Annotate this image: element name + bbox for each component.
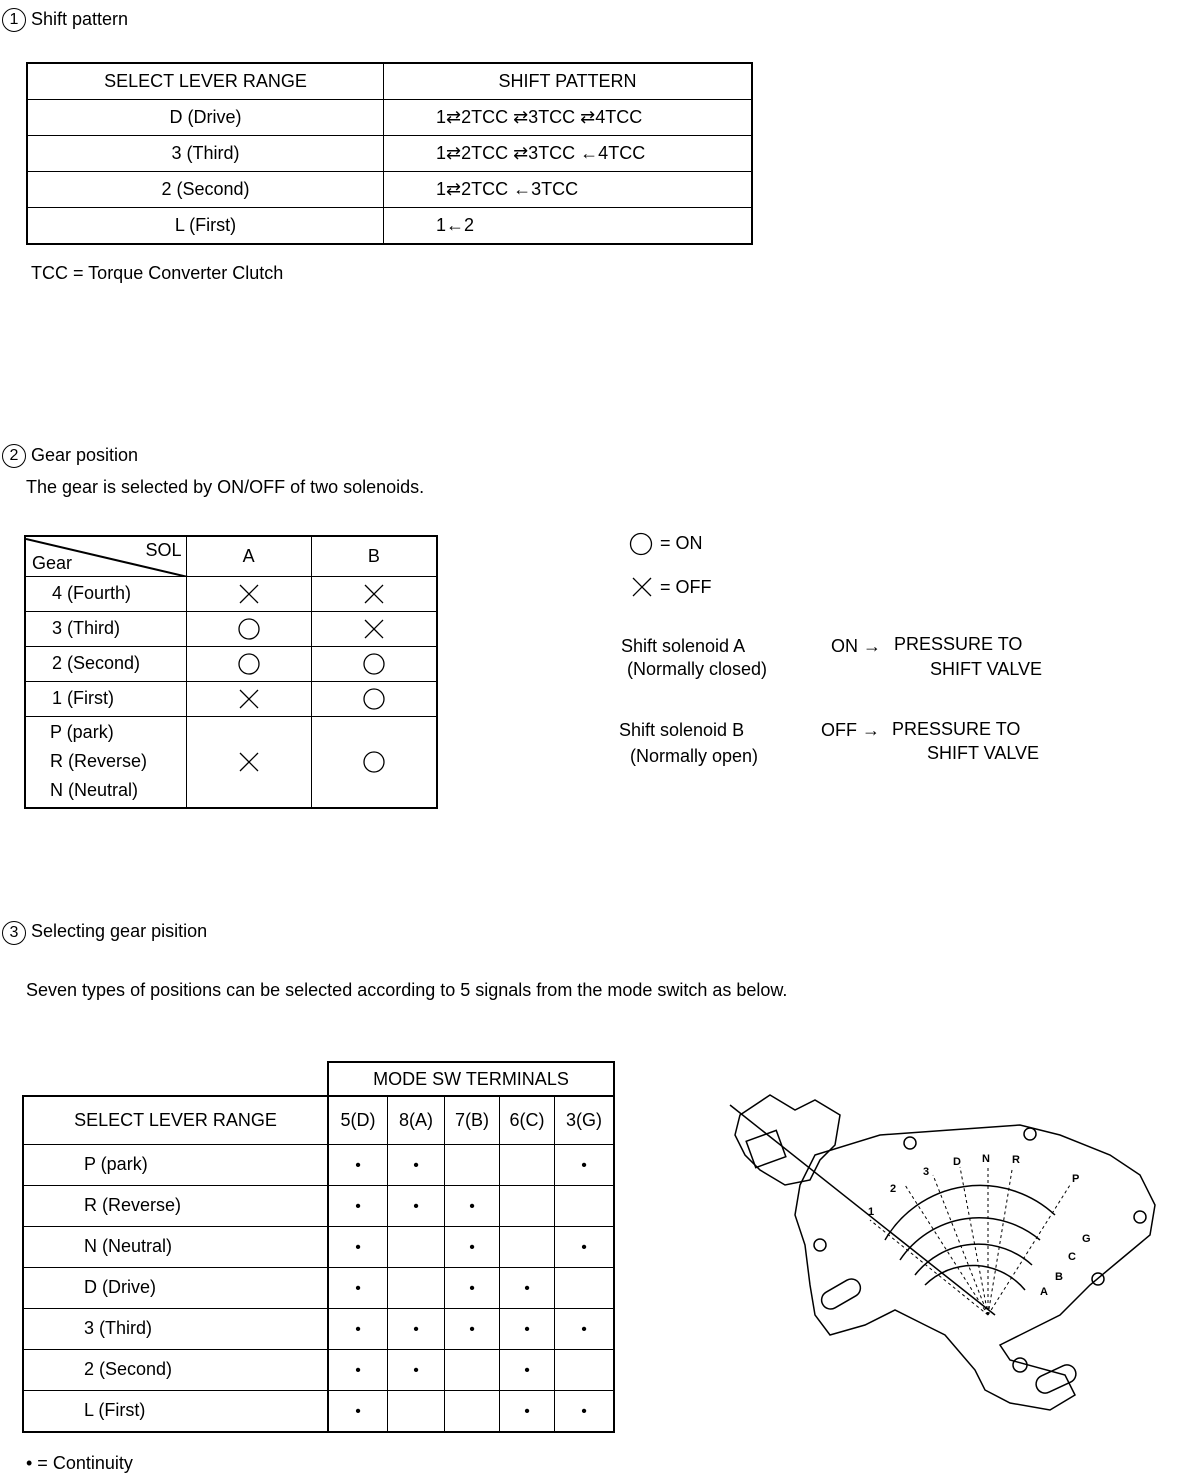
off-symbol-icon: [630, 575, 654, 599]
continuity-cell: [445, 1308, 500, 1349]
table-row: [25, 716, 437, 808]
mode-switch-table: [22, 1061, 615, 1433]
solenoid-b-result-1: PRESSURE TO: [892, 719, 1021, 739]
terminal-header: 7(B): [445, 1096, 500, 1144]
range-cell: D (Drive): [23, 1267, 328, 1308]
continuity-cell: [555, 1185, 615, 1226]
continuity-cell: [388, 1144, 445, 1185]
continuity-cell: [500, 1349, 555, 1390]
solenoid-a-action-label: ON: [831, 636, 858, 656]
continuity-dot: •: [524, 1403, 530, 1420]
pattern-cell: 1⇄2TCC ⇄3TCC ←4TCC: [384, 136, 753, 172]
continuity-cell: [500, 1185, 555, 1226]
continuity-cell: [555, 1226, 615, 1267]
position-label-3: 3: [923, 1166, 930, 1178]
solenoid-b-state: (Normally open): [630, 746, 759, 766]
solenoid-a-state: (Normally closed): [627, 659, 768, 679]
range-cell: P (park): [23, 1144, 328, 1185]
continuity-cell: [555, 1390, 615, 1432]
continuity-dot: •: [355, 1198, 361, 1215]
position-label-g: G: [1082, 1233, 1091, 1245]
continuity-dot: •: [413, 1362, 419, 1379]
continuity-cell: [388, 1349, 445, 1390]
terminal-header: 5(D): [328, 1096, 388, 1144]
gear-label: P (park): [50, 722, 114, 743]
sol-b-cell: [311, 681, 437, 716]
continuity-cell: [328, 1390, 388, 1432]
continuity-cell: [388, 1390, 445, 1432]
table-row: [27, 208, 752, 245]
position-label-b: B: [1055, 1271, 1063, 1283]
section-title-gear-position: Gear position: [31, 445, 139, 465]
table-row: [25, 576, 437, 611]
shift-pattern-table: [26, 62, 753, 245]
continuity-cell: [555, 1308, 615, 1349]
mount-hole: [1134, 1211, 1146, 1223]
continuity-dot: •: [581, 1157, 587, 1174]
range-cell: N (Neutral): [23, 1226, 328, 1267]
continuity-cell: [445, 1349, 500, 1390]
position-label-c: C: [1068, 1251, 1076, 1263]
corner-label-gear: Gear: [32, 552, 73, 573]
contact-arc: [900, 1218, 1040, 1260]
arrow-icon: →: [862, 720, 881, 740]
continuity-dot: •: [524, 1280, 530, 1297]
range-cell: 3 (Third): [27, 136, 384, 172]
table-row: [23, 1226, 614, 1267]
continuity-dot: •: [355, 1239, 361, 1256]
continuity-dot: •: [581, 1239, 587, 1256]
continuity-cell: [445, 1185, 500, 1226]
section-title-selecting-gear: Selecting gear pisition: [31, 921, 208, 941]
continuity-dot: •: [413, 1198, 419, 1215]
header-select-lever-range: SELECT LEVER RANGE: [27, 63, 384, 100]
off-symbol-icon: [362, 582, 386, 606]
mode-switch-diagram: [720, 1085, 1170, 1415]
table-row: [27, 100, 752, 136]
continuity-cell: [500, 1308, 555, 1349]
off-symbol-icon: [237, 582, 261, 606]
sol-b-cell: [311, 576, 437, 611]
blank-corner: [23, 1062, 328, 1096]
on-symbol-icon: [237, 617, 261, 641]
position-label-2: 2: [890, 1183, 897, 1195]
mount-hole: [1024, 1128, 1036, 1140]
slot-hole: [818, 1276, 863, 1313]
contact-arc: [925, 1265, 1025, 1290]
solenoid-a-result-1: PRESSURE TO: [894, 634, 1023, 654]
header-sol-b: B: [311, 536, 437, 576]
gear-cell: 2 (Second): [25, 646, 186, 681]
group-header-mode-sw: MODE SW TERMINALS: [328, 1062, 614, 1096]
off-symbol-icon: [237, 687, 261, 711]
solenoid-b-name: Shift solenoid B: [619, 720, 745, 740]
table-row: [23, 1390, 614, 1432]
continuity-dot: •: [355, 1280, 361, 1297]
continuity-cell: [328, 1185, 388, 1226]
section-number-3: 3: [2, 921, 26, 945]
continuity-cell: [445, 1226, 500, 1267]
solenoid-a-result-2: SHIFT VALVE: [930, 659, 1043, 679]
continuity-note: • = Continuity: [26, 1453, 133, 1473]
header-sol-a: A: [186, 536, 311, 576]
section-intro: The gear is selected by ON/OFF of two solenoids.: [26, 477, 425, 497]
legend-off: = OFF: [660, 577, 712, 597]
range-cell: D (Drive): [27, 100, 384, 136]
table-row: [23, 1144, 614, 1185]
gear-cell: 4 (Fourth): [25, 576, 186, 611]
sol-a-cell: [186, 681, 311, 716]
solenoid-a-name: Shift solenoid A: [621, 636, 746, 656]
continuity-cell: [388, 1185, 445, 1226]
position-label-1: 1: [868, 1206, 875, 1218]
position-line: [988, 1170, 1012, 1315]
table-row: [27, 172, 752, 208]
continuity-dot: •: [413, 1321, 419, 1338]
position-label-d: D: [953, 1156, 961, 1168]
gear-cell-pnr: [25, 716, 186, 808]
gear-label: R (Reverse): [50, 751, 148, 772]
continuity-cell: [328, 1267, 388, 1308]
continuity-dot: •: [355, 1321, 361, 1338]
table-row: [23, 1349, 614, 1390]
continuity-cell: [500, 1390, 555, 1432]
range-cell: R (Reverse): [23, 1185, 328, 1226]
continuity-cell: [555, 1144, 615, 1185]
terminal-header: 8(A): [388, 1096, 445, 1144]
position-line: [933, 1175, 988, 1315]
sol-b-cell: [311, 646, 437, 681]
tcc-note: TCC = Torque Converter Clutch: [31, 263, 284, 283]
table-row: [23, 1267, 614, 1308]
continuity-cell: [328, 1226, 388, 1267]
continuity-dot: •: [355, 1362, 361, 1379]
range-cell: 2 (Second): [23, 1349, 328, 1390]
continuity-dot: •: [524, 1362, 530, 1379]
table-row: [23, 1308, 614, 1349]
terminal-header: 3(G): [555, 1096, 615, 1144]
continuity-cell: [445, 1144, 500, 1185]
section-intro: Seven types of positions can be selected according to 5 signals from the mode switch as below.: [26, 980, 788, 1000]
continuity-cell: [388, 1226, 445, 1267]
solenoid-b-action-label: OFF: [821, 720, 857, 740]
solenoid-b-action: [821, 720, 880, 741]
continuity-cell: [328, 1349, 388, 1390]
continuity-dot: •: [469, 1321, 475, 1338]
corner-header-cell: [25, 536, 186, 576]
header-select-lever-range: SELECT LEVER RANGE: [23, 1096, 328, 1144]
mount-hole: [1013, 1358, 1027, 1372]
solenoid-b-result-2: SHIFT VALVE: [927, 743, 1040, 763]
continuity-cell: [500, 1267, 555, 1308]
continuity-cell: [328, 1144, 388, 1185]
sol-a-cell: [186, 716, 311, 808]
off-symbol-icon: [362, 617, 386, 641]
range-cell: L (First): [23, 1390, 328, 1432]
table-row: [25, 611, 437, 646]
continuity-dot: •: [413, 1157, 419, 1174]
mount-hole: [904, 1137, 916, 1149]
continuity-dot: •: [581, 1403, 587, 1420]
position-label-p: P: [1072, 1173, 1080, 1185]
continuity-dot: •: [469, 1198, 475, 1215]
table-row: [25, 646, 437, 681]
pattern-cell: 1←2: [384, 208, 753, 245]
arrow-icon: →: [863, 636, 882, 656]
continuity-dot: •: [524, 1321, 530, 1338]
on-symbol-icon: [628, 531, 654, 557]
switch-body-outline: [795, 1125, 1155, 1410]
continuity-cell: [388, 1308, 445, 1349]
continuity-dot: •: [469, 1239, 475, 1256]
continuity-cell: [445, 1390, 500, 1432]
section-number-1: 1: [2, 8, 26, 32]
continuity-dot: •: [355, 1403, 361, 1420]
table-row: [25, 681, 437, 716]
continuity-cell: [328, 1308, 388, 1349]
continuity-dot: •: [581, 1321, 587, 1338]
continuity-dot: •: [355, 1157, 361, 1174]
pattern-cell: 1⇄2TCC ⇄3TCC ⇄4TCC: [384, 100, 753, 136]
sol-a-cell: [186, 576, 311, 611]
sol-b-cell: [311, 716, 437, 808]
position-label-a: A: [1040, 1286, 1048, 1298]
sol-b-cell: [311, 611, 437, 646]
on-symbol-icon: [237, 652, 261, 676]
range-cell: 2 (Second): [27, 172, 384, 208]
contact-arc: [915, 1244, 1032, 1275]
terminal-header: 6(C): [500, 1096, 555, 1144]
position-label-n: N: [982, 1153, 990, 1165]
continuity-cell: [500, 1226, 555, 1267]
continuity-cell: [555, 1349, 615, 1390]
solenoid-a-action: [831, 636, 881, 657]
continuity-cell: [445, 1267, 500, 1308]
table-row: [27, 136, 752, 172]
gear-position-table: [24, 535, 438, 809]
table-row: [23, 1185, 614, 1226]
position-line: [870, 1220, 988, 1315]
legend-on: = ON: [660, 533, 703, 553]
continuity-dot: •: [469, 1280, 475, 1297]
continuity-cell: [388, 1267, 445, 1308]
section-number-2: 2: [2, 444, 26, 468]
range-cell: L (First): [27, 208, 384, 245]
sol-a-cell: [186, 646, 311, 681]
slot-hole: [1033, 1362, 1079, 1396]
position-line: [988, 1185, 1070, 1315]
center-line: [730, 1105, 995, 1315]
on-symbol-icon: [362, 750, 386, 774]
range-cell: 3 (Third): [23, 1308, 328, 1349]
on-symbol-icon: [362, 652, 386, 676]
continuity-cell: [500, 1144, 555, 1185]
gear-cell: 3 (Third): [25, 611, 186, 646]
gear-cell: 1 (First): [25, 681, 186, 716]
sol-a-cell: [186, 611, 311, 646]
pattern-cell: 1⇄2TCC ←3TCC: [384, 172, 753, 208]
mount-hole: [814, 1239, 826, 1251]
header-shift-pattern: SHIFT PATTERN: [384, 63, 753, 100]
corner-label-sol: SOL: [145, 540, 182, 560]
continuity-cell: [555, 1267, 615, 1308]
gear-label: N (Neutral): [50, 780, 139, 801]
on-symbol-icon: [362, 687, 386, 711]
position-label-r: R: [1012, 1154, 1020, 1166]
off-symbol-icon: [237, 750, 261, 774]
section-title-shift-pattern: Shift pattern: [31, 9, 129, 29]
